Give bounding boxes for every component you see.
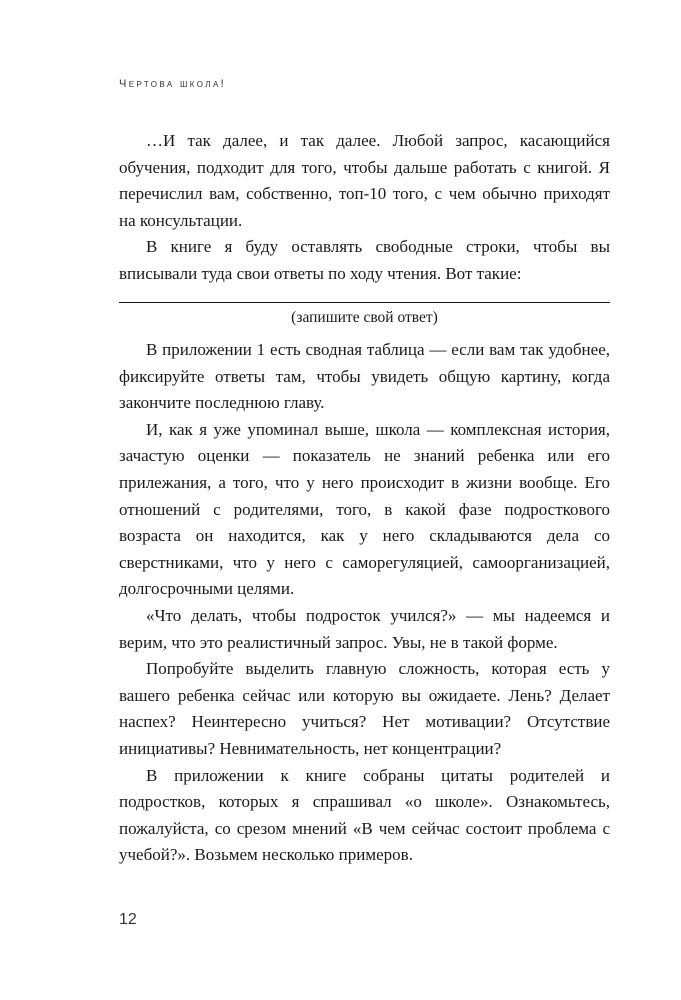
paragraph: И, как я уже упоминал выше, школа — комплексная история, зачастую оценки — показатель не знаний ребенка или его прилежания, а того, что у него происходит в жизни вообще. Его отношений с родителями, того, в какой фазе подросткового возраста он находится, как у него складываются дела со сверстниками, что у него с саморегуляцией, самоорганизацией, долгосрочными целями. — [119, 419, 610, 599]
paragraph: …И так далее, и так далее. Любой запрос, касающийся обучения, подходит для того, чтобы дальше работать с книгой. Я перечислил вам, собственно, топ-10 того, с чем обычно приходят на консультации. — [119, 131, 610, 230]
paragraph: В приложении к книге собраны цитаты родителей и подростков, которых я спрашивал «о школе». Ознакомьтесь, пожалуйста, со срезом мнений «В чем сейчас состоит проблема с учебой?». Возьмем несколько примеров. — [119, 765, 610, 865]
body-text-top — [119, 128, 610, 288]
answer-line — [119, 302, 610, 303]
paragraph: В приложении 1 есть сводная таблица — если вам так удобнее, фиксируйте ответы там, чтобы увидеть общую картину, когда закончите последнюю главу. — [119, 340, 610, 413]
page-number: 12 — [119, 911, 137, 928]
running-title: Чертова школа! — [119, 78, 227, 90]
answer-prompt: (запишите свой ответ) — [291, 309, 438, 326]
paragraph: «Что делать, чтобы подросток учился?» — мы надеемся и верим, что это реалистичный запрос. Увы, не в такой форме. — [119, 605, 610, 652]
paragraph: Попробуйте выделить главную сложность, которая есть у вашего ребенка сейчас или которую вы ожидаете. Лень? Делает наспех? Неинтересно учиться? Нет мотивации? Отсутствие инициативы? Невнимательность, нет концентрации? — [119, 659, 610, 758]
body-text-bottom — [119, 337, 610, 869]
paragraph: В книге я буду оставлять свободные строки, чтобы вы вписывали туда свои ответы по ходу чтения. Вот такие: — [119, 237, 610, 283]
